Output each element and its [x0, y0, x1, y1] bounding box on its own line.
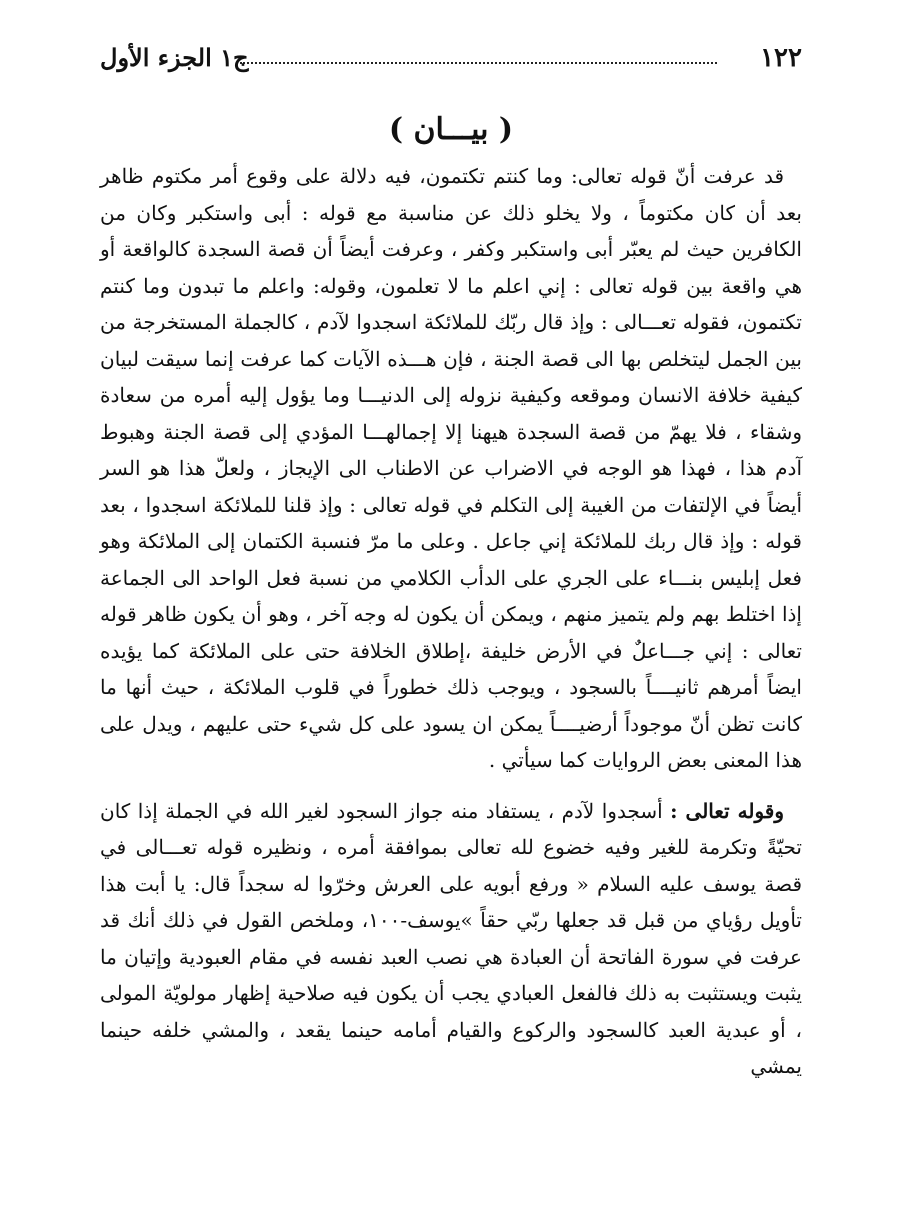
paragraph-1: [100, 158, 802, 779]
paragraph-1-text: قد عرفت أنّ قوله تعالى: وما كنتم تكتمون، فيه دلالة على وقوع أمر مكتوم ظاهر بعد أن كان مكتوماً ، ولا يخلو ذلك عن مناسبة مع قوله : أبى واستكبر وكان من الكافرين حيث لم يعبّر أبى واستكبر وكفر ، وعرفت أيضاً أن قصة السجدة كالواقعة أو هي واقعة بين قوله تعالى : إني اعلم ما لا تعلمون، وقوله: واعلم ما تبدون وما كنتم تكتمون، فقوله تعـــالى : وإذ قال ربّك للملائكة اسجدوا لآدم ، كالجملة المستخرجة من بين الجمل ليتخلص بها الى قصة الجنة ، فإن هـــذه الآيات كما عرفت إنما سيقت لبيان كيفية خلافة الانسان وموقعه وكيفية نزوله إلى الدنيـــا وما يؤول إليه أمره من سعادة وشقاء ، فلا يهمّ من قصة السجدة هيهنا إلا إجمالهـــا المؤدي إلى قصة الجنة وهبوط آدم هذا ، فهذا هو الوجه في الاضراب عن الاطناب الى الإيجاز ، ولعلّ هذا هو السر أيضاً في الإلتفات من الغيبة إلى التكلم في قوله تعالى : وإذ قلنا للملائكة اسجدوا ، بعد قوله : وإذ قال ربك للملائكة إني جاعل . وعلى ما مرّ فنسبة الكتمان إلى الملائكة وهو فعل إبليس بنـــاء على الجري على الدأب الكلامي من نسبة فعل الواحد الى الجماعة إذا اختلط بهم ولم يتميز منهم ، ويمكن أن يكون له وجه آخر ، وهو أن يكون ظاهر قوله تعالى : إني جـــاعلٌ في الأرض خليفة ،إطلاق الخلافة حتى على الملائكة كما يؤيده ايضاً أمرهم ثانيــــاً بالسجود ، ويوجب ذلك خطوراً في قلوب الملائكة ، حيث أنها ما كانت تظن أنّ موجوداً أرضيــــاً يمكن ان يسود على كل شيء حتى عليهم ، ويدل على هذا المعنى بعض الروايات كما سيأتي .: [100, 164, 802, 772]
paragraph-2-lead: وقوله تعالى :: [670, 798, 785, 823]
running-title: ج١ الجزء الأول: [100, 43, 249, 72]
page-number: ١٢٢: [760, 43, 802, 73]
section-title: ( بيـــان ): [388, 112, 514, 147]
page-header: [100, 38, 802, 78]
body-text: [100, 158, 802, 1085]
paragraph-2: [100, 793, 802, 1085]
paragraph-2-text: أسجدوا لآدم ، يستفاد منه جواز السجود لغير الله في الجملة إذا كان تحيّةً وتكرمة للغير وفيه خضوع لله تعالى بموافقة أمره ، ونظيره قوله تعـــالى في قصة يوسف عليه السلام « ورفع أبويه على العرش وخرّوا له سجداً قال: يا أبت هذا تأويل رؤياي من قبل قد جعلها ربّي حقاً »يوسف-١٠٠، وملخص القول في ذلك أنك قد عرفت في سورة الفاتحة أن العبادة هي نصب العبد نفسه في مقام العبودية وإتيان ما يثبت ويستثبت به ذلك فالفعل العبادي يجب أن يكون فيه صلاحية إظهار مولويّة المولى ، أو عبدية العبد كالسجود والركوع والقيام أمامه حينما يقعد ، والمشي خلفه حينما يمشي: [100, 798, 803, 1078]
header-dotted-rule: [240, 62, 717, 64]
